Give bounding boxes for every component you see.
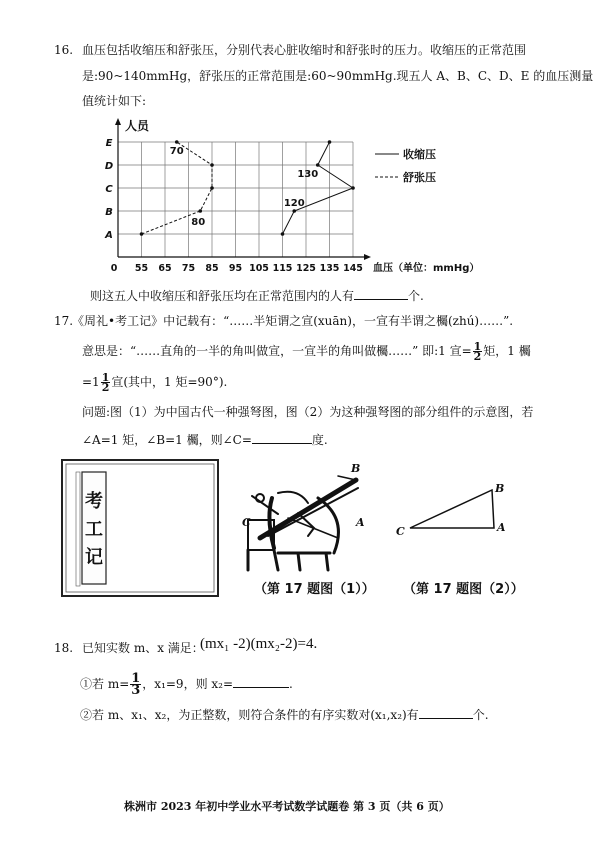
q17-answer-blank[interactable] xyxy=(252,431,312,444)
chart-ticks xyxy=(104,138,363,274)
q17-line2-end: 矩，1 欘 xyxy=(483,344,531,358)
q16-question-text: 则这五人中收缩压和舒张压均在正常范围内的人有 xyxy=(90,289,355,303)
q16-question xyxy=(90,287,424,304)
y-tick-label: C xyxy=(105,184,113,195)
value-annotation: 120 xyxy=(283,198,305,209)
q18-part1 xyxy=(80,673,293,696)
data-point xyxy=(210,163,214,167)
value-annotation: 80 xyxy=(191,217,206,228)
x-tick-label: 65 xyxy=(158,263,172,274)
q18-equation: (mx₁ -2)(mx₂-2)=4. xyxy=(200,636,318,652)
crossbow-label-a: A xyxy=(356,516,365,529)
figure-2-caption: （第 17 题图（2）） xyxy=(403,582,524,597)
legend-label: 舒张压 xyxy=(403,171,436,184)
q17-line5-start: ∠A=1 矩，∠B=1 欘，则∠C= xyxy=(82,433,252,447)
x-tick-label: 145 xyxy=(343,263,363,274)
q16-text-line3: 值统计如下: xyxy=(82,94,147,108)
q18-fraction-third: $\frac{1}{3}$ xyxy=(131,671,141,698)
q17-number: 17. xyxy=(54,314,74,328)
book-title: 考工记 xyxy=(85,491,103,568)
q17-text-line3 xyxy=(82,373,227,392)
x-tick-label: 0 xyxy=(110,263,118,274)
q17-text-line2 xyxy=(82,342,531,361)
x-tick-label: 95 xyxy=(228,263,243,274)
data-point xyxy=(210,186,214,190)
data-point xyxy=(175,140,179,144)
q18-part2-end: 个. xyxy=(472,708,489,722)
y-tick-label: E xyxy=(105,138,113,149)
q17-fraction-half-2: $\frac{1}{2}$ xyxy=(101,371,110,394)
triangle-label-c: C xyxy=(396,525,405,538)
q16-question-unit: 个. xyxy=(408,289,424,303)
q16-text-line1: 血压包括收缩压和舒张压，分别代表心脏收缩时和舒张时的压力。收缩压的正常范围 xyxy=(82,43,527,57)
data-point xyxy=(281,232,285,236)
q17-text-line5 xyxy=(82,431,328,448)
q17-line2-start: 意思是：“……直角的一半的角叫做宣，一宣半的角叫做欘……” 即:1 宣= xyxy=(82,344,472,358)
x-tick-label: 115 xyxy=(272,263,293,274)
page-footer: 株洲市 2023 年初中学业水平考试数学试题卷 第 3 页（共 6 页） xyxy=(124,800,450,813)
q18-part2 xyxy=(80,706,489,723)
q18-part1-end: . xyxy=(289,677,293,691)
q17-text-line4: 问题:图（1）为中国古代一种强弩图，图（2）为这种强弩图的部分组件的示意图，若 xyxy=(82,405,534,419)
q17-text-line1: 《周礼•考工记》中记载有：“……半矩谓之宣(xuān)，一宣有半谓之欘(zhú)……”. xyxy=(72,314,514,328)
data-point xyxy=(328,140,332,144)
data-point xyxy=(351,186,355,190)
y-tick-label: B xyxy=(105,207,113,218)
q18-part1-start: ①若 m= xyxy=(80,677,130,691)
crossbow-image xyxy=(238,458,378,573)
x-axis-label: 血压（单位：mmHg） xyxy=(373,263,480,274)
triangle-figure xyxy=(390,478,520,548)
crossbow-label-c: C xyxy=(242,516,251,529)
x-axis-arrow xyxy=(364,254,371,260)
q17-line3-end: 宣(其中，1 矩=90°). xyxy=(111,375,228,389)
x-tick-label: 55 xyxy=(134,263,149,274)
figure-1-caption: （第 17 题图（1）） xyxy=(254,582,375,597)
q16-number: 16. xyxy=(54,43,74,57)
triangle-label-a: A xyxy=(497,521,506,534)
q18-part1-answer-blank[interactable] xyxy=(233,675,289,688)
data-point xyxy=(316,163,320,167)
x-tick-label: 85 xyxy=(205,263,219,274)
blood-pressure-chart xyxy=(100,114,480,280)
legend-label: 收缩压 xyxy=(403,148,436,161)
data-point xyxy=(198,209,202,213)
x-tick-label: 75 xyxy=(181,263,196,274)
q18-part2-start: ②若 m、x₁、x₂，为正整数，则符合条件的有序实数对(x₁,x₂)有 xyxy=(80,708,419,722)
q18-intro: 已知实数 m、x 满足： xyxy=(82,641,204,655)
value-annotation: 70 xyxy=(169,146,184,157)
q16-text-line2: 是:90~140mmHg，舒张压的正常范围是:60~90mmHg.现五人 A、B、C、D、E 的血压测量 xyxy=(82,69,594,83)
data-point xyxy=(140,232,144,236)
triangle-label-b: B xyxy=(495,482,505,495)
value-annotation: 130 xyxy=(297,169,319,180)
q16-answer-blank[interactable] xyxy=(354,287,408,300)
chart-axes xyxy=(115,118,479,274)
crossbow-label-b: B xyxy=(351,462,361,475)
q18-number: 18. xyxy=(54,641,74,655)
x-tick-label: 125 xyxy=(296,263,316,274)
q18-part1-mid: ，x₁=9，则 x₂= xyxy=(142,677,234,691)
chart-grid xyxy=(118,142,353,257)
x-tick-label: 105 xyxy=(249,263,269,274)
y-tick-label: A xyxy=(105,230,113,241)
y-axis-arrow xyxy=(115,118,121,125)
data-point xyxy=(292,209,296,213)
chart-legend xyxy=(375,147,436,184)
q17-line3-start: =1 xyxy=(82,375,100,389)
y-tick-label: D xyxy=(104,161,114,172)
chart-annotations xyxy=(170,146,318,228)
y-axis-label: 人员 xyxy=(125,119,150,133)
q17-line5-end: 度. xyxy=(311,433,328,447)
q17-fraction-half: $\frac{1}{2}$ xyxy=(473,340,482,363)
q18-part2-answer-blank[interactable] xyxy=(419,706,473,719)
x-tick-label: 135 xyxy=(319,263,340,274)
